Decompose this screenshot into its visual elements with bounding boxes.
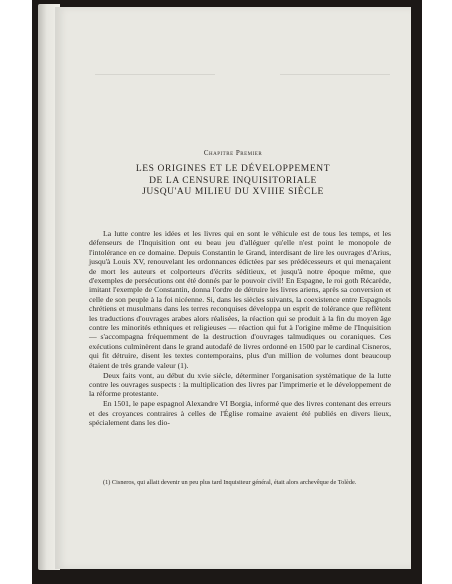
paragraph: Deux faits vont, au début du xvie siècle, déterminer l'organisation systématique de la lutte contre les ouvrages suspects : la multiplication des livres par l'imprimerie et le développement de la réforme protestante. xyxy=(89,370,391,399)
chapter-label: Chapitre Premier xyxy=(203,149,263,157)
title-line: DE LA CENSURE INQUISITORIALE xyxy=(149,175,317,186)
title-line: LES ORIGINES ET LE DÉVELOPPEMENT xyxy=(135,164,331,174)
body-text xyxy=(89,229,391,428)
paragraph: En 1501, le pape espagnol Alexandre VI Borgia, informé que des livres contenant des erreurs et des croyances contraires à celles de l'Église romaine avaient été publiés en divers lieux, spécialement dans les dio- xyxy=(89,399,391,428)
bleed-through-line xyxy=(280,74,390,75)
paragraph: La lutte contre les idées et les livres qui en sont le véhicule est de tous les temps, et les défenseurs de l'Inquisition ont eu beau jeu d'alléguer qu'elle n'est point le monopole de l'intolérance en ce domaine. Depuis Constantin le Grand, interdisant de lire les ouvrages d'Arius, jusqu'à Louis XV, renouvelant les ordonnances édictées par ses prédécesseurs et qui menaçaient de mort les auteurs et colporteurs d'écrits séditieux, et jusqu'à notre époque même, que d'exemples de persécutions ont été donnés par le pouvoir civil! En Espagne, le roi goth Récarède, imitant l'exemple de Constantin, donna l'ordre de détruire les livres ariens, après sa conversion et celle de son peuple à la foi nicéenne. Si, dans les siècles suivants, la coexistence entre Espagnols chrétiens et musulmans dans les terres reconquises développa un esprit de tolérance que reflètent les traductions d'ouvrages arabes alors réalisées, la réaction qui se produit à la fin du moyen âge contre les minorités ethniques et religieuses — réaction qui fut à l'origine même de l'Inquisition — s'accompagna fréquemment de la destruction d'ouvrages talmudiques ou coraniques. Ces exécutions culminèrent dans le grand autodafé de livres ordonné en 1500 par le cardinal Cisneros, qui fit détruire, disent les textes contemporains, plus d'un million de volumes dont beaucoup étaient de très grande valeur (1). xyxy=(89,229,391,370)
title-line: JUSQU'AU MILIEU DU XVIIIE SIÈCLE xyxy=(142,187,324,197)
footnote: (1) Cisneros, qui allait devenir un peu plus tard Inquisiteur général, était alors archevêque de Tolède. xyxy=(103,479,357,486)
book-page xyxy=(55,7,411,569)
bleed-through-line xyxy=(95,74,215,75)
chapter-title xyxy=(55,164,411,199)
